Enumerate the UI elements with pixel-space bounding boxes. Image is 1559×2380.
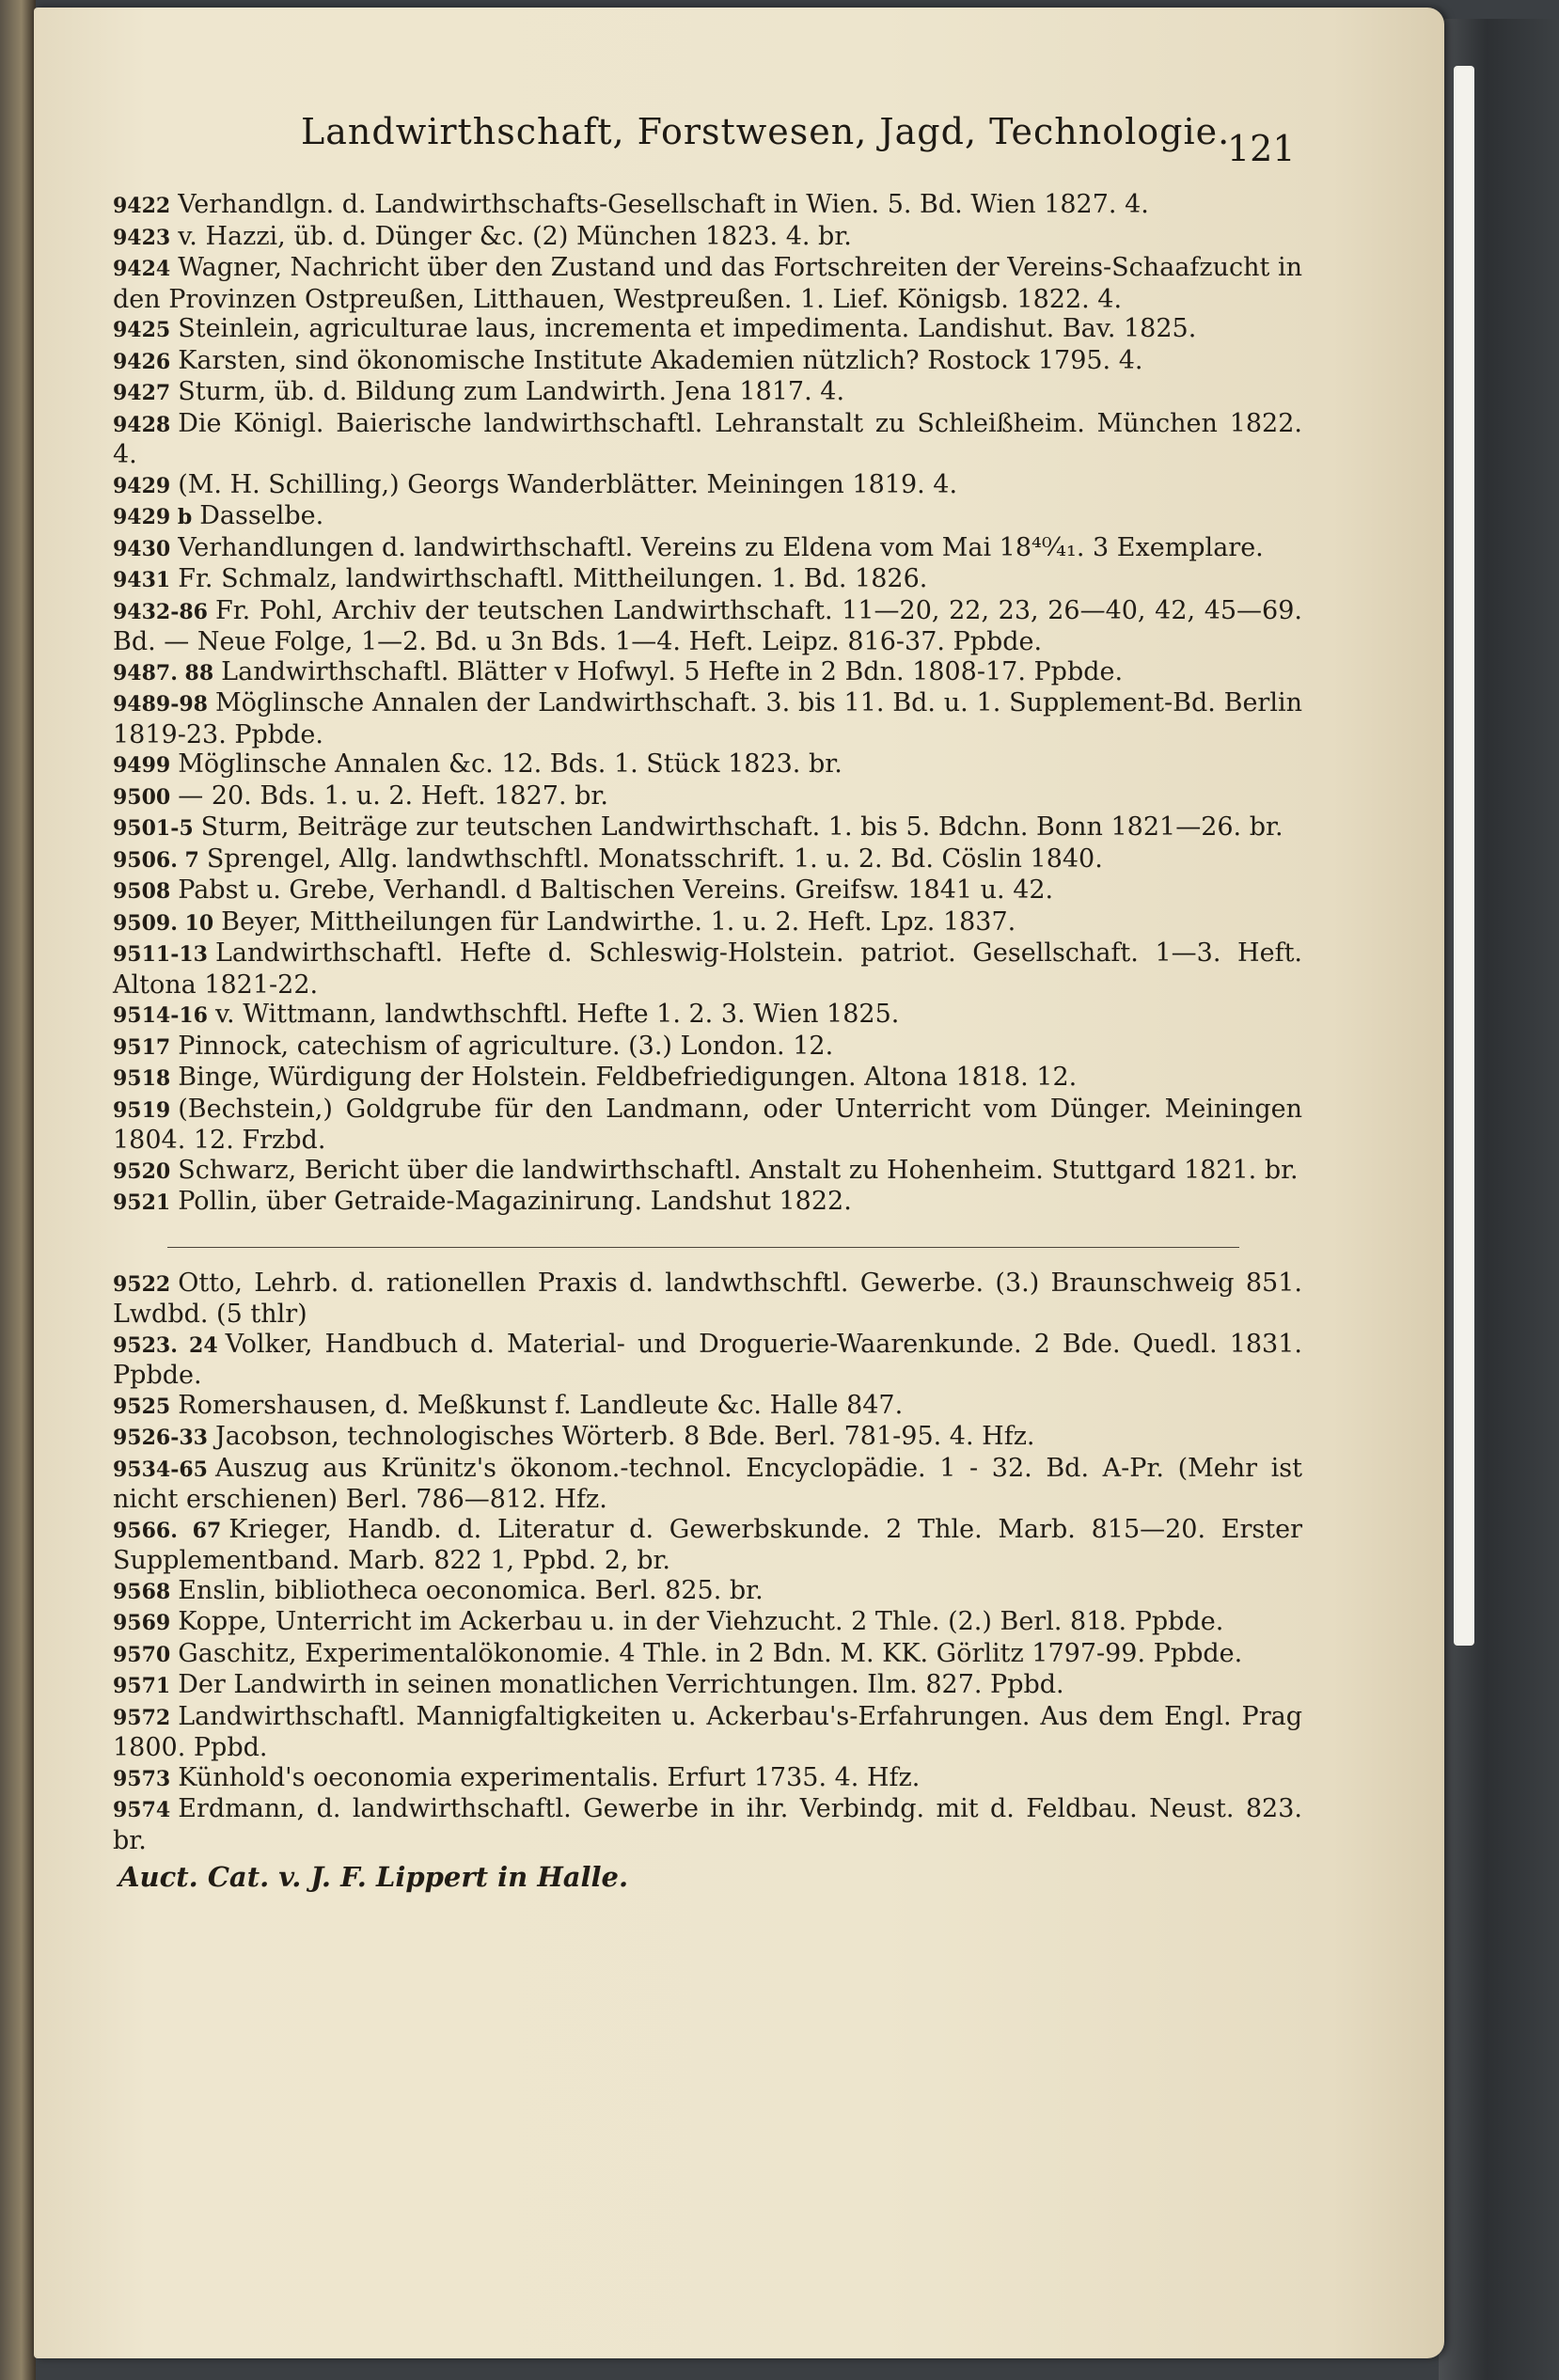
entry-number: 9487. 88	[113, 660, 214, 686]
entry-text: Die Königl. Baierische landwirthschaftl. Lehranstalt zu Schleißheim. München 1822. 4.	[113, 408, 1302, 469]
catalog-entry	[113, 907, 1302, 939]
entry-number: 9509. 10	[113, 910, 214, 936]
catalog-entry	[113, 1330, 1302, 1391]
entry-text: Künhold's oeconomia experimentalis. Erfurt 1735. 4. Hfz.	[178, 1762, 921, 1792]
entry-number: 9566. 67	[113, 1518, 222, 1543]
entry-number: 9489-98	[113, 692, 208, 717]
catalog-entry	[113, 875, 1302, 907]
catalog-entry	[113, 346, 1302, 378]
entry-text: Pinnock, catechism of agriculture. (3.) London. 12.	[178, 1031, 834, 1061]
catalog-entry	[113, 1269, 1302, 1330]
catalog-entry	[113, 657, 1302, 689]
catalog-footer: Auct. Cat. v. J. F. Lippert in Halle.	[118, 1861, 629, 1893]
entry-text: Otto, Lehrb. d. rationellen Praxis d. landwthschftl. Gewerbe. (3.) Braunschweig 851. Lwdbd. (5 thlr)	[113, 1268, 1302, 1329]
entry-number: 9569	[113, 1611, 171, 1635]
entry-number: 9570	[113, 1642, 171, 1667]
catalog-entry	[113, 844, 1302, 876]
catalog-entry	[113, 1187, 1302, 1219]
entry-number: 9501-5	[113, 816, 194, 841]
entry-number: 9573	[113, 1766, 171, 1791]
section-divider	[167, 1247, 1239, 1248]
entry-text: Binge, Würdigung der Holstein. Feldbefriedigungen. Altona 1818. 12.	[178, 1063, 1078, 1092]
entry-number: 9431	[113, 568, 171, 592]
catalog-entry	[113, 1794, 1302, 1855]
entry-text: Landwirthschaftl. Mannigfaltigkeiten u. Ackerbau's-Erfahrungen. Aus dem Engl. Prag 1800. Ppbd.	[113, 1701, 1302, 1762]
entry-number: 9517	[113, 1034, 171, 1060]
catalog-entry	[113, 1095, 1302, 1156]
entry-text: Karsten, sind ökonomische Institute Akademien nützlich? Rostock 1795. 4.	[178, 345, 1143, 375]
catalog-entry	[113, 1391, 1302, 1423]
entry-number: 9534-65	[113, 1457, 208, 1482]
entry-text: Auszug aus Krünitz's ökonom.-technol. Encyclopädie. 1 - 32. Bd. A-Pr. (Mehr ist nicht erschienen) Berl. 786—812. Hfz.	[113, 1453, 1302, 1514]
catalog-entry	[113, 1576, 1302, 1608]
entry-text: Gaschitz, Experimentalökonomie. 4 Thle. in 2 Bdn. M. KK. Görlitz 1797-99. Ppbde.	[178, 1638, 1243, 1668]
entry-number: 9427	[113, 381, 171, 405]
entry-text: Fr. Pohl, Archiv der teutschen Landwirthschaft. 11—20, 22, 23, 26—40, 42, 45—69. Bd. — Neue Folge, 1—2. Bd. u 3n Bds. 1—4. Heft. Leipz. 816-37. Ppbde.	[113, 595, 1302, 656]
entry-text: Verhandlungen d. landwirthschaftl. Vereins zu Eldena vom Mai 18⁴⁰⁄₄₁. 3 Exemplare.	[178, 532, 1264, 562]
entry-text: Romershausen, d. Meßkunst f. Landleute &c. Halle 847.	[178, 1390, 904, 1420]
catalog-entry	[113, 190, 1302, 222]
catalog-entries	[113, 190, 1302, 1893]
entry-text: Jacobson, technologisches Wörterb. 8 Bde. Berl. 781-95. 4. Hfz.	[214, 1422, 1035, 1451]
entry-number: 9525	[113, 1394, 171, 1419]
entry-text: Pollin, über Getraide-Magazinirung. Landshut 1822.	[178, 1187, 852, 1216]
entry-number: 9568	[113, 1579, 171, 1604]
entry-number: 9506. 7	[113, 847, 199, 873]
catalog-entry	[113, 1515, 1302, 1576]
entry-number: 9499	[113, 753, 171, 778]
entry-text: Dasselbe.	[199, 501, 324, 530]
entry-number: 9422	[113, 194, 171, 218]
catalog-entry	[113, 222, 1302, 254]
entry-number: 9429	[113, 473, 171, 498]
entry-number: 9526-33	[113, 1426, 208, 1450]
catalog-entry	[113, 1422, 1302, 1454]
entry-text: Krieger, Handb. d. Literatur d. Gewerbskunde. 2 Thle. Marb. 815—20. Erster Supplementband. Marb. 822 1, Ppbd. 2, br.	[113, 1514, 1302, 1575]
entry-text: Steinlein, agriculturae laus, incrementa et impedimenta. Landishut. Bav. 1825.	[178, 314, 1197, 343]
previous-page-edge	[0, 0, 36, 2380]
catalog-entry	[113, 1063, 1302, 1095]
catalog-entry	[113, 749, 1302, 781]
entry-text: Volker, Handbuch d. Material- und Droguerie-Waarenkunde. 2 Bde. Quedl. 1831. Ppbde.	[113, 1329, 1302, 1390]
entry-text: Der Landwirth in seinen monatlichen Verrichtungen. Ilm. 827. Ppbd.	[178, 1670, 1064, 1699]
catalog-entry	[113, 253, 1302, 314]
catalog-entry	[113, 470, 1302, 502]
entry-text: Landwirthschaftl. Blätter v Hofwyl. 5 Hefte in 2 Bdn. 1808-17. Ppbde.	[221, 656, 1124, 686]
entry-text: Pabst u. Grebe, Verhandl. d Baltischen Vereins. Greifsw. 1841 u. 42.	[178, 875, 1054, 905]
entry-number: 9519	[113, 1097, 171, 1123]
catalog-entry	[113, 314, 1302, 346]
entry-number: 9518	[113, 1066, 171, 1091]
entry-number: 9574	[113, 1798, 171, 1822]
entry-number: 9432-86	[113, 599, 208, 624]
entry-number: 9520	[113, 1158, 171, 1184]
page-number: 121	[1227, 128, 1296, 169]
entry-list-technology	[113, 1269, 1302, 1856]
entry-text: v. Wittmann, landwthschftl. Hefte 1. 2. 3. Wien 1825.	[214, 1000, 900, 1029]
entry-text: Wagner, Nachricht über den Zustand und das Fortschreiten der Vereins-Schaafzucht in den Provinzen Ostpreußen, Litthauen, Westpreußen. 1. Lief. Königsb. 1822. 4.	[113, 253, 1302, 314]
catalog-entry	[113, 1670, 1302, 1702]
catalog-entry	[113, 501, 1302, 533]
entry-text: Erdmann, d. landwirthschaftl. Gewerbe in ihr. Verbindg. mit d. Feldbau. Neust. 823. br.	[113, 1794, 1302, 1855]
catalog-entry	[113, 564, 1302, 596]
catalog-entry	[113, 812, 1302, 844]
entry-list-agriculture	[113, 190, 1302, 1219]
catalog-entry	[113, 1639, 1302, 1671]
entry-text: Sprengel, Allg. landwthschftl. Monatsschrift. 1. u. 2. Bd. Cöslin 1840.	[206, 843, 1103, 874]
catalog-entry	[113, 938, 1302, 1000]
entry-text: — 20. Bds. 1. u. 2. Heft. 1827. br.	[178, 780, 608, 811]
entry-text: (Bechstein,) Goldgrube für den Landmann, oder Unterricht vom Dünger. Meiningen 1804. 12. Frzbd.	[113, 1094, 1302, 1155]
entry-number: 9514-16	[113, 1003, 208, 1028]
catalog-entry	[113, 1607, 1302, 1639]
catalog-entry	[113, 1454, 1302, 1515]
catalog-entry	[113, 1702, 1302, 1763]
entry-text: Enslin, bibliotheca oeconomica. Berl. 825. br.	[178, 1575, 764, 1605]
entry-number: 9423	[113, 225, 171, 250]
catalog-entry	[113, 533, 1302, 565]
entry-text: Möglinsche Annalen &c. 12. Bds. 1. Stück 1823. br.	[178, 749, 842, 779]
entry-text: Schwarz, Bericht über die landwirthschaftl. Anstalt zu Hohenheim. Stuttgard 1821. br.	[178, 1155, 1299, 1185]
entry-number: 9429 b	[113, 505, 193, 529]
catalog-entry	[113, 1156, 1302, 1188]
catalog-entry	[113, 781, 1302, 813]
entry-text: Fr. Schmalz, landwirthschaftl. Mittheilungen. 1. Bd. 1826.	[178, 564, 928, 593]
entry-number: 9508	[113, 879, 171, 904]
entry-text: v. Hazzi, üb. d. Dünger &c. (2) München 1823. 4. br.	[178, 221, 852, 251]
entry-number: 9572	[113, 1705, 171, 1730]
catalog-entry	[113, 377, 1302, 409]
entry-number: 9500	[113, 784, 171, 810]
entry-number: 9424	[113, 257, 171, 281]
entry-text: Verhandlgn. d. Landwirthschafts-Gesellschaft in Wien. 5. Bd. Wien 1827. 4.	[178, 190, 1149, 219]
catalog-entry	[113, 688, 1302, 749]
entry-number: 9428	[113, 412, 171, 437]
entry-text: (M. H. Schilling,) Georgs Wanderblätter. Meiningen 1819. 4.	[178, 469, 958, 499]
entry-text: Landwirthschaftl. Hefte d. Schleswig-Holstein. patriot. Gesellschaft. 1—3. Heft. Altona 1821-22.	[113, 938, 1302, 1000]
entry-text: Sturm, Beiträge zur teutschen Landwirthschaft. 1. bis 5. Bdchn. Bonn 1821—26. br.	[200, 812, 1283, 842]
catalog-entry	[113, 1763, 1302, 1795]
entry-text: Möglinsche Annalen der Landwirthschaft. 3. bis 11. Bd. u. 1. Supplement-Bd. Berlin 1819-23. Ppbde.	[113, 688, 1302, 749]
entry-number: 9523. 24	[113, 1332, 218, 1358]
entry-text: Beyer, Mittheilungen für Landwirthe. 1. u. 2. Heft. Lpz. 1837.	[221, 906, 1016, 937]
catalog-entry	[113, 1032, 1302, 1064]
entry-text: Sturm, üb. d. Bildung zum Landwirth. Jena 1817. 4.	[178, 377, 845, 406]
entry-number: 9426	[113, 349, 171, 374]
catalog-entry	[113, 596, 1302, 657]
catalog-entry	[113, 409, 1302, 470]
entry-number: 9521	[113, 1190, 171, 1215]
entry-number: 9511-13	[113, 942, 208, 967]
entry-number: 9425	[113, 318, 171, 342]
entry-number: 9571	[113, 1674, 171, 1698]
entry-number: 9430	[113, 536, 171, 561]
entry-text: Koppe, Unterricht im Ackerbau u. in der Viehzucht. 2 Thle. (2.) Berl. 818. Ppbde.	[178, 1607, 1224, 1636]
entry-number: 9522	[113, 1271, 171, 1297]
catalog-entry	[113, 1000, 1302, 1032]
running-header: Landwirthschaft, Forstwesen, Jagd, Technologie.	[301, 111, 1231, 152]
page-marker-strip	[1454, 66, 1474, 1646]
